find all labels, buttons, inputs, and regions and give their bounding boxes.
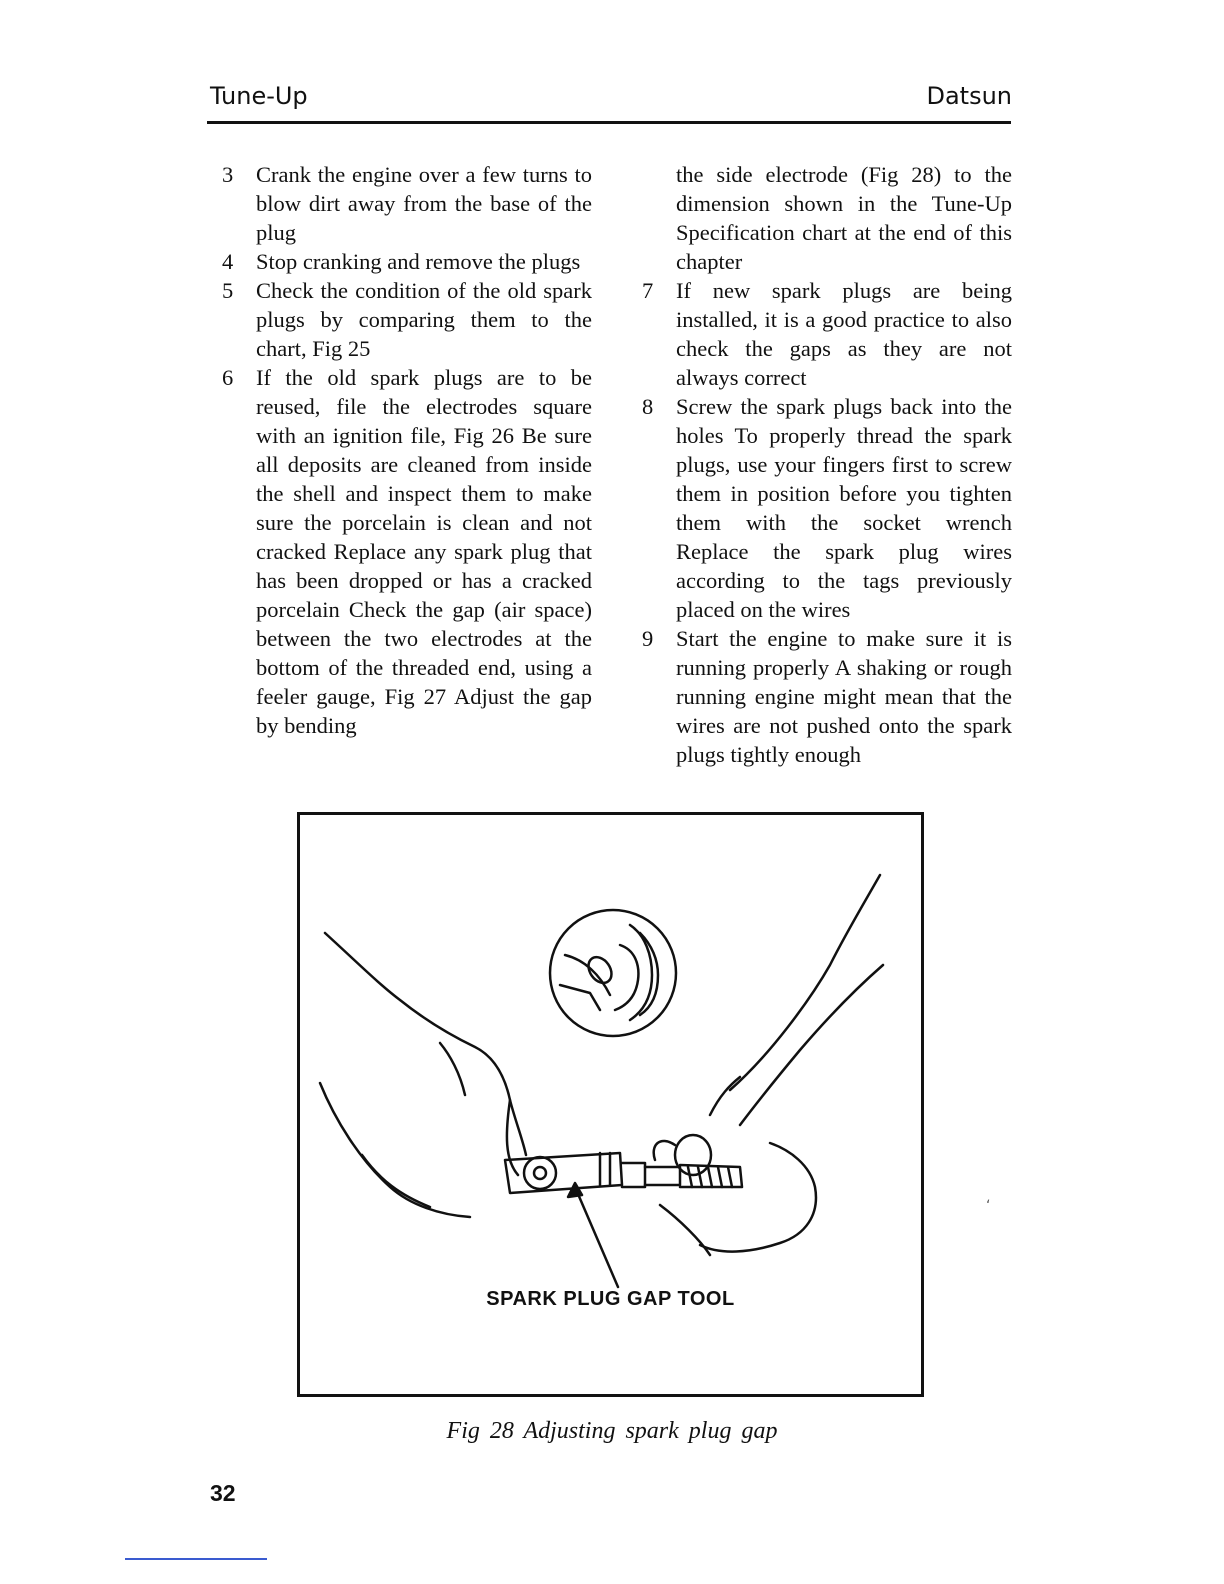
step-5 [222, 276, 592, 363]
step-text: Crank the engine over a few turns to blow dirt away from the base of the plug [256, 162, 592, 245]
step-number: 4 [222, 249, 234, 274]
running-header-section: Tune-Up [210, 82, 308, 110]
figure-caption: Fig 28 Adjusting spark plug gap [446, 1418, 778, 1444]
step-number: 6 [222, 365, 234, 390]
step-text: If new spark plugs are being installed, it is a good practice to also check the gaps as they are not always correct [676, 278, 1012, 390]
right-column [642, 160, 1012, 769]
step-number: 9 [642, 626, 654, 651]
step-text: Screw the spark plugs back into the holes To properly thread the spark plugs, use your fingers first to screw them in position before you tighten them with the socket wrench Replace the spark plug wires according to the tags previously placed on the wires [676, 394, 1012, 622]
stray-scan-mark: ‘ [986, 1198, 991, 1214]
step-number: 8 [642, 394, 654, 419]
step-4 [222, 247, 592, 276]
figure-label: SPARK PLUG GAP TOOL [486, 1288, 735, 1310]
running-header-model: Datsun [926, 82, 1012, 110]
left-column [222, 160, 592, 740]
step-8 [642, 392, 1012, 624]
step-text: Start the engine to make sure it is running properly A shaking or rough running engine might mean that the wires are not pushed onto the spark plugs tightly enough [676, 626, 1012, 767]
step-9 [642, 624, 1012, 769]
step-number: 3 [222, 162, 234, 187]
page-number: 32 [210, 1480, 236, 1506]
step-3 [222, 160, 592, 247]
step-text: Check the condition of the old spark plugs by comparing them to the chart, Fig 25 [256, 278, 592, 361]
step-text: If the old spark plugs are to be reused, file the electrodes square with an ignition file, Fig 26 Be sure all deposits are cleaned from inside the shell and inspect them to make sure the porcelain is clean and not cracked Replace any spark plug that has been dropped or has a cracked porcelain Check the gap (air space) between the two electrodes at the bottom of the threaded end, using a feeler gauge, Fig 27 Adjust the gap by bending [256, 365, 592, 738]
step-7 [642, 276, 1012, 392]
step-text: Stop cranking and remove the plugs [256, 249, 581, 274]
step-6 [222, 363, 592, 740]
step-number: 7 [642, 278, 654, 303]
step-number: 5 [222, 278, 234, 303]
bottom-rule [125, 1558, 267, 1560]
step-6-continuation: the side electrode (Fig 28) to the dimension shown in the Tune-Up Specification chart at the end of this chapter [676, 162, 1012, 274]
figure-frame [297, 812, 924, 1397]
header-rule [207, 121, 1011, 124]
